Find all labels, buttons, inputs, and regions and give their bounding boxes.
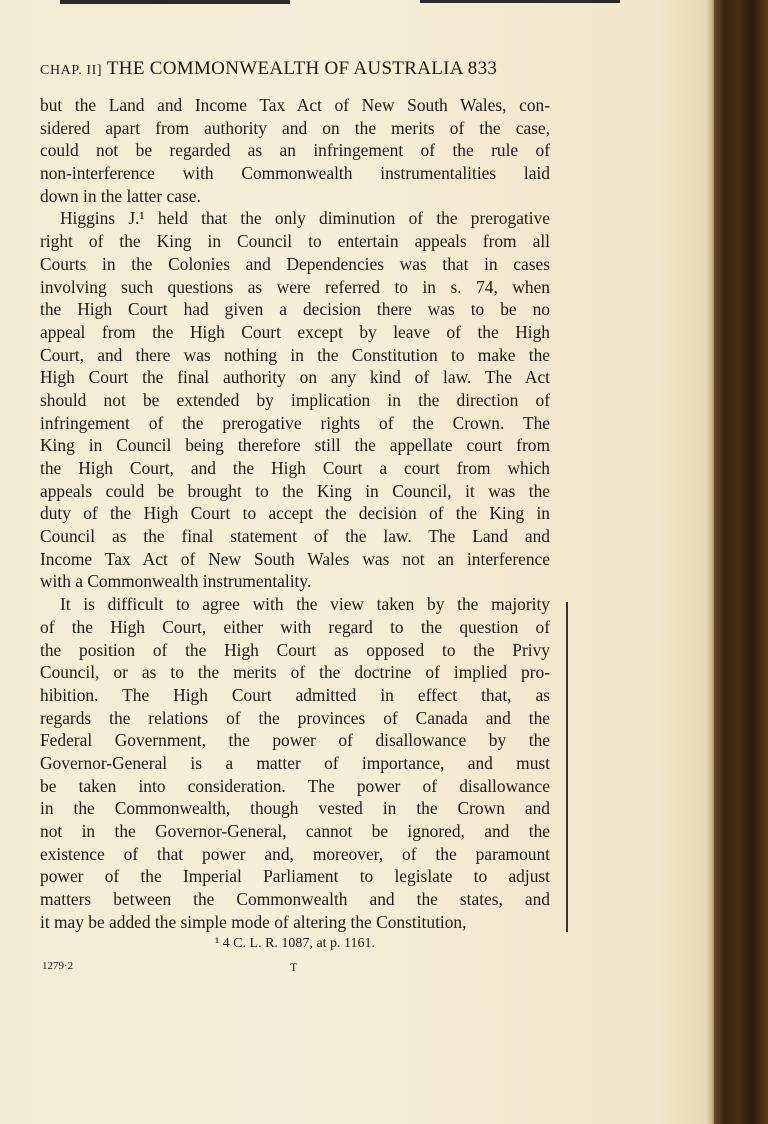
text-line: Governor-General is a matter of importance, and must (40, 752, 550, 773)
text-line: King in Council being therefore still the appellate court from (40, 435, 550, 456)
running-header (40, 58, 550, 80)
text-line: down in the latter case. (40, 185, 201, 206)
scan-artifact-bar (420, 0, 620, 3)
text-line: could not be regarded as an infringement of the rule of (40, 140, 550, 161)
text-line: Council as the final statement of the law. The Land and (40, 526, 550, 547)
text-line: sidered apart from authority and on the merits of the case, (40, 117, 550, 138)
text-line: the position of the High Court as opposed to the Privy (40, 639, 550, 660)
chapter-label: CHAP. II] (40, 63, 103, 78)
paragraph (40, 94, 550, 207)
text-line: it may be added the simple mode of altering the Constitution, (40, 911, 467, 932)
paragraph (40, 207, 550, 593)
margin-marking-line (566, 602, 568, 932)
text-line: the High Court, and the High Court a court from which (40, 458, 550, 478)
text-line: right of the King in Council to entertain appeals from all (40, 231, 550, 252)
text-line: not in the Governor-General, cannot be ignored, and the (40, 821, 550, 841)
text-line: Court, and there was nothing in the Constitution to make the (40, 344, 550, 365)
gathering-signature-letter: T (290, 960, 298, 974)
text-line: involving such questions as were referred to in s. 74, when (40, 276, 550, 297)
page-number: 833 (467, 58, 498, 79)
text-line: It is difficult to agree with the view taken by the majority (60, 594, 550, 615)
text-line: appeal from the High Court except by leave of the High (40, 321, 550, 342)
printer-signature-mark: 1279·2 (42, 960, 74, 972)
text-line: Income Tax Act of New South Wales was not an interference (40, 548, 550, 569)
running-title: THE COMMONWEALTH OF AUSTRALIA (106, 58, 463, 79)
text-line: be taken into consideration. The power of disallowance (40, 775, 550, 796)
footnote: ¹ 4 C. L. R. 1087, at p. 1161. (214, 936, 375, 951)
text-line: Higgins J.¹ held that the only diminution of the prerogative (60, 208, 550, 229)
text-line: Federal Government, the power of disallowance by the (40, 730, 550, 751)
text-line: power of the Imperial Parliament to legislate to adjust (40, 866, 550, 887)
paragraph (40, 593, 550, 933)
text-line: High Court the final authority on any kind of law. The Act (40, 367, 550, 388)
text-line: existence of that power and, moreover, of the paramount (40, 843, 550, 864)
text-line: regards the relations of the provinces of Canada and the (40, 707, 550, 728)
page-body-text (40, 94, 550, 933)
text-line: the High Court had given a decision there was to be no (40, 299, 550, 320)
text-line: duty of the High Court to accept the decision of the King in (40, 503, 550, 524)
text-line: appeals could be brought to the King in Council, it was the (40, 480, 550, 501)
text-line: matters between the Commonwealth and the states, and (40, 889, 550, 910)
book-spine (714, 0, 768, 1124)
text-line: Courts in the Colonies and Dependencies was that in cases (40, 253, 550, 274)
text-line: hibition. The High Court admitted in effect that, as (40, 684, 550, 705)
text-line: non-interference with Commonwealth instrumentalities laid (40, 163, 550, 184)
text-line: infringement of the prerogative rights of the Crown. The (40, 412, 550, 433)
scan-artifact-bar (60, 0, 290, 4)
text-line: of the High Court, either with regard to the question of (40, 616, 550, 637)
text-line: should not be extended by implication in the direction of (40, 389, 550, 410)
text-line: in the Commonwealth, though vested in the Crown and (40, 798, 550, 819)
text-line: with a Commonwealth instrumentality. (40, 571, 312, 592)
text-line: but the Land and Income Tax Act of New South Wales, con- (40, 95, 550, 115)
text-line: Council, or as to the merits of the doctrine of implied pro- (40, 662, 550, 683)
